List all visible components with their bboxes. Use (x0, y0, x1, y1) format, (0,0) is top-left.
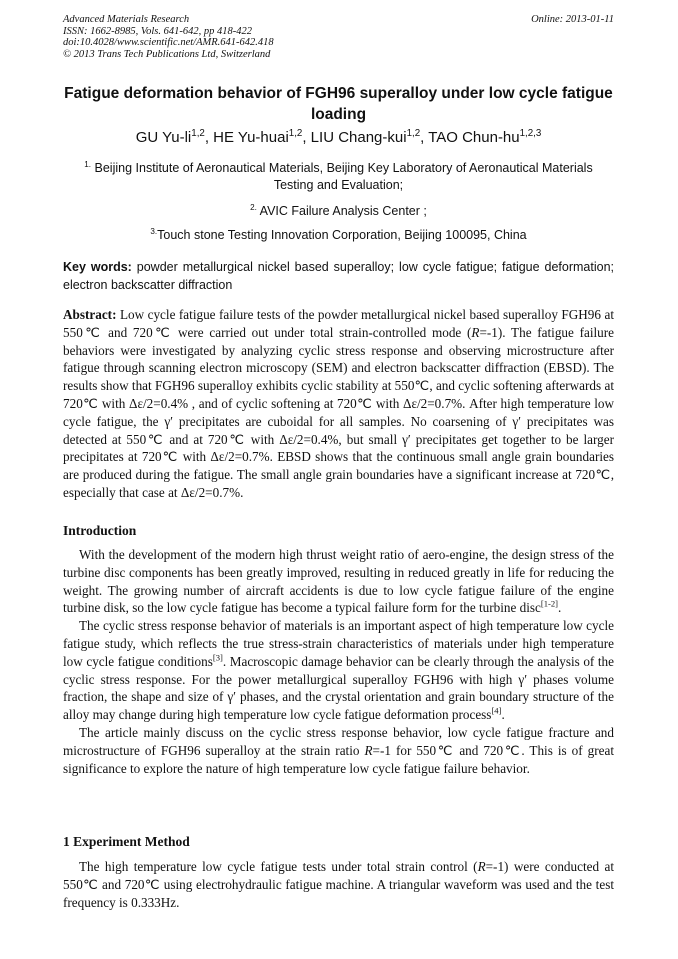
superscript: 1,2,3 (519, 128, 542, 139)
abstract (63, 306, 614, 502)
keywords-text: powder metallurgical nickel based superalloy; low cycle fatigue; fatigue deformation; electron backscatter diffraction (63, 260, 614, 292)
experiment-heading: 1 Experiment Method (63, 834, 190, 849)
online-date: Online: 2013-01-11 (531, 14, 614, 25)
text-segment: Touch stone Testing Innovation Corporation, Beijing 100095, China (157, 228, 527, 242)
text-segment: =-1 for 550℃ and 720℃. This is of great significance to explore the nature of high temperature low cycle fatigue failure behavior. (63, 742, 614, 776)
journal-header (63, 14, 614, 60)
text-segment: The cyclic stress response behavior of materials is an important aspect of high temperature low cycle fatigue study, which reflects the true stress-strain characteristics of materials under high temperature low cycle fatigue conditions (63, 618, 614, 669)
authors (63, 129, 614, 146)
issn: ISSN: 1662-8985, Vols. 641-642, pp 418-422 (63, 25, 252, 37)
text-segment: R (477, 859, 486, 874)
paragraph (63, 724, 614, 777)
doi: doi:10.4028/www.scientific.net/AMR.641-642.418 (63, 37, 274, 48)
text-segment: Abstract: (63, 307, 117, 322)
keywords-label: Key words: (63, 260, 132, 274)
superscript: 1,2 (191, 128, 205, 139)
text-segment: . (558, 600, 562, 616)
superscript: [4] (491, 705, 502, 716)
paragraph (63, 617, 614, 724)
superscript: 1. (84, 159, 92, 169)
copyright: © 2013 Trans Tech Publications Ltd, Switzerland (63, 48, 271, 60)
text-segment: , TAO Chun-hu (420, 129, 520, 146)
text-segment: =-1). The fatigue failure behaviors were investigated by analyzing cyclic stress response and observing microstructure after fatigue through scanning electron microscopy (SEM) and electron backscatter diffraction (EBSD). The results show that FGH96 superalloy exhibits cyclic stability at 550℃, and cyclic softening afterwards at 720℃ with Δε/2=0.4% , and of cyclic softening at 720℃ with Δε/2=0.7%. After high temperature low cycle fatigue, the γ′ precipitates are cuboidal for all samples. No coarsening of γ′ precipitates was detected at 550℃ and at 720℃ with Δε/2=0.4%, but small γ′ precipitates get together to be larger precipitates at 720℃ with Δε/2=0.7%. EBSD shows that the continuous small angle grain boundaries are produced during the fatigue. The small angle grain boundaries have a significant increase at 720℃, especially that case at Δε/2=0.7%. (63, 324, 615, 500)
affiliation-3 (63, 227, 614, 244)
paragraph (63, 858, 614, 911)
text-segment: , LIU Chang-kui (302, 129, 407, 146)
superscript: 1,2 (288, 128, 303, 139)
text-segment: The article mainly discuss on the cyclic stress response behavior, low cycle fatigue fracture and microstructure of FGH96 superalloy at the strain ratio (63, 724, 614, 758)
paper-title: Fatigue deformation behavior of FGH96 superalloy under low cycle fatigue loading (64, 85, 613, 123)
keywords (63, 258, 614, 294)
introduction-body (63, 546, 614, 777)
text-segment: AVIC Failure Analysis Center ; (256, 204, 427, 218)
superscript: 2. (250, 202, 257, 212)
text-segment: GU Yu-li (135, 129, 192, 146)
text-segment: R (364, 742, 373, 758)
affiliation-1 (63, 160, 614, 194)
text-segment: . (501, 707, 505, 723)
affiliation-2 (63, 203, 614, 220)
text-segment: R (471, 324, 480, 340)
paragraph (63, 546, 614, 617)
experiment-body (63, 858, 614, 911)
superscript: 3. (150, 226, 158, 236)
journal-name: Advanced Materials Research (63, 14, 190, 25)
text-segment: The high temperature low cycle fatigue tests under total strain control ( (79, 859, 478, 874)
text-segment: , HE Yu-huai (204, 129, 289, 146)
text-segment: =-1) were conducted at 550℃ and 720℃ using electrohydraulic fatigue machine. A triangular waveform was used and the test frequency is 0.333Hz. (63, 859, 614, 910)
superscript: [3] (212, 652, 223, 663)
text-segment: Beijing Institute of Aeronautical Materials, Beijing Key Laboratory of Aeronautical Materials Testing and Evaluation; (91, 161, 593, 192)
superscript: 1,2 (406, 128, 421, 139)
text-segment: Low cycle fatigue failure tests of the powder metallurgical nickel based superalloy FGH96 at 550℃ and 720℃ were carried out under total strain-controlled mode ( (63, 307, 614, 340)
introduction-heading: Introduction (63, 523, 137, 538)
text-segment: With the development of the modern high thrust weight ratio of aero-engine, the design stress of the turbine disc components has been greatly improved, resulting in reduced greatly in life for reducing the weight. The growing number of aircraft accidents is due to low cycle fatigue failure of the engine turbine disk, so the low cycle fatigue has become a typical failure form for the turbine disc (63, 547, 614, 616)
superscript: [1-2] (540, 599, 559, 609)
text-segment: . Macroscopic damage behavior can be clearly through the analysis of the cyclic stress response. For the power metallurgical superalloy FGH96 with high γ′ phases volume fraction, the shape and size of γ′ phases, and the crystal orientation and grain boundary structure of the alloy may change during high temperature low cycle fatigue deformation process (63, 653, 614, 723)
abstract-paragraph (63, 306, 614, 502)
